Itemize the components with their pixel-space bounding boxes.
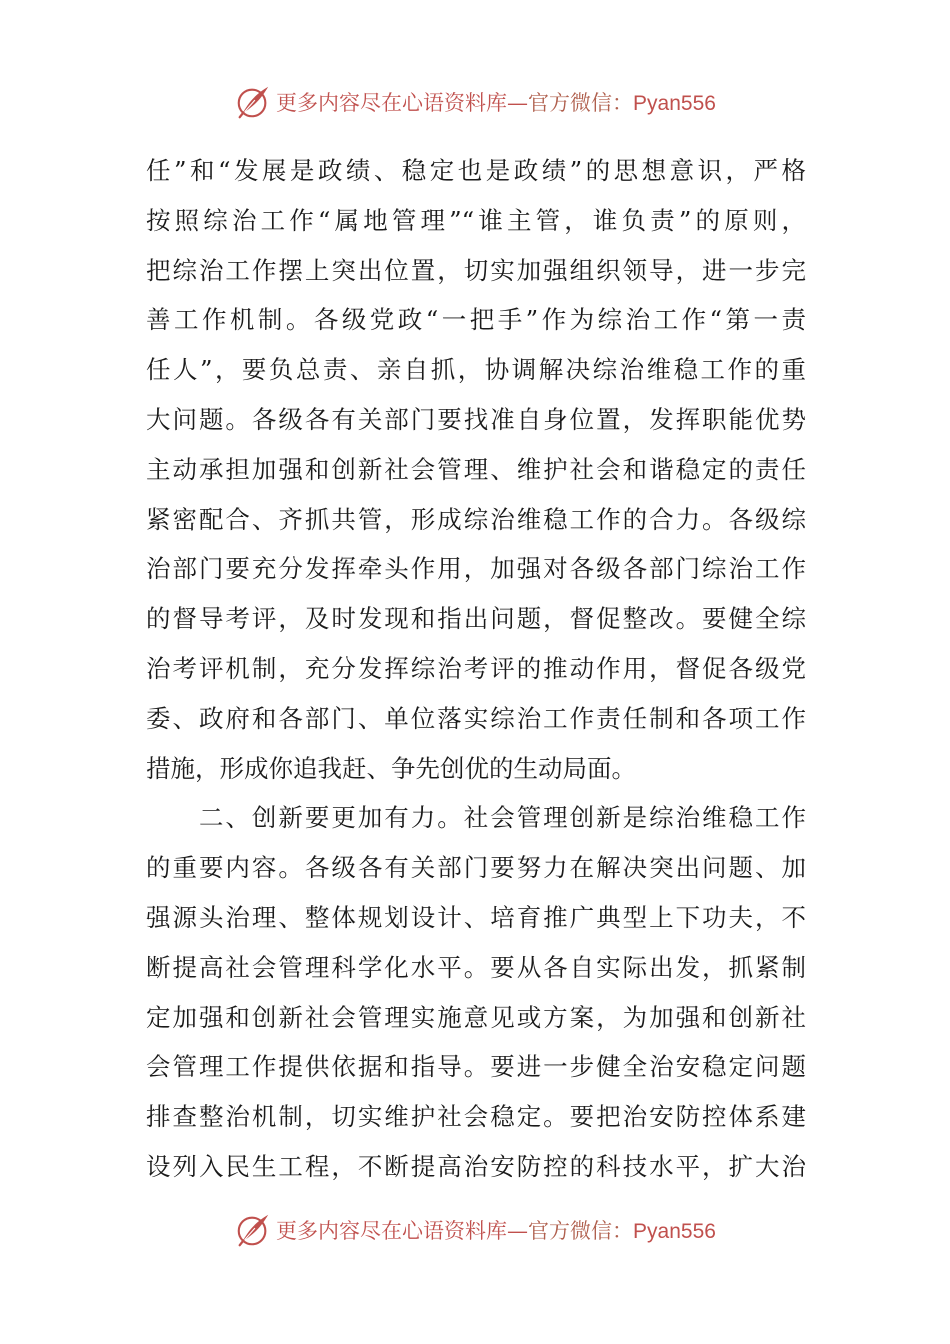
text-line: 设列入民生工程，不断提高治安防控的科技水平，扩大治 [146,1151,806,1181]
document-body [146,146,806,1192]
header-banner-sep: — [507,91,529,115]
text-line: 委、政府和各部门、单位落实综治工作责任制和各项工作 [146,703,806,733]
text-line: 治考评机制，充分发挥综治考评的推动作用，督促各级党 [146,653,806,683]
header-banner-label: 官方微信： [528,91,634,115]
text-line: 强源头治理、整体规划设计、培育推广典型上下功夫，不 [146,902,806,932]
text-line: 的督导考评，及时发现和指出问题，督促整改。要健全综 [146,604,806,634]
footer-banner-sep: — [507,1219,529,1243]
text-line: 任人”，要负总责、亲自抓，协调解决综治维稳工作的重 [146,355,806,385]
footer-banner-text [276,1215,716,1245]
text-line: 大问题。各级各有关部门要找准自身位置，发挥职能优势 [146,404,806,434]
text-line: 二、创新要更加有力。社会管理创新是综治维稳工作 [146,803,806,833]
text-line: 措施，形成你追我赶、争先创优的生动局面。 [146,753,636,783]
text-line: 定加强和创新社会管理实施意见或方案，为加强和创新社 [146,1002,806,1032]
text-line: 紧密配合、齐抓共管，形成综治维稳工作的合力。各级综 [146,504,806,534]
footer-banner-id: Pyan556 [633,1220,716,1243]
feather-quill-logo-icon [234,83,272,121]
feather-quill-logo-icon [234,1211,272,1249]
text-line: 把综治工作摆上突出位置，切实加强组织领导，进一步完 [146,255,806,285]
footer-banner-label: 官方微信： [528,1219,634,1243]
header-banner [0,82,950,122]
header-banner-text [276,87,716,117]
text-line: 治部门要充分发挥牵头作用，加强对各级各部门综治工作 [146,554,806,584]
text-line: 排查整治机制，切实维护社会稳定。要把治安防控体系建 [146,1102,806,1132]
header-banner-id: Pyan556 [633,92,716,115]
text-line: 善工作机制。各级党政“一把手”作为综治工作“第一责 [146,305,806,335]
text-line: 主动承担加强和创新社会管理、维护社会和谐稳定的责任 [146,454,806,484]
text-line: 按照综治工作“属地管理”“谁主管，谁负责”的原则， [146,205,806,235]
text-line: 任”和“发展是政绩、稳定也是政绩”的思想意识，严格 [146,156,806,185]
footer-banner-main: 更多内容尽在心语资料库 [276,1219,508,1243]
text-line: 断提高社会管理科学化水平。要从各自实际出发，抓紧制 [146,952,806,982]
footer-banner [0,1210,950,1250]
text-line: 会管理工作提供依据和指导。要进一步健全治安稳定问题 [146,1052,806,1082]
text-line: 的重要内容。各级各有关部门要努力在解决突出问题、加 [146,853,806,883]
header-banner-main: 更多内容尽在心语资料库 [276,91,508,115]
